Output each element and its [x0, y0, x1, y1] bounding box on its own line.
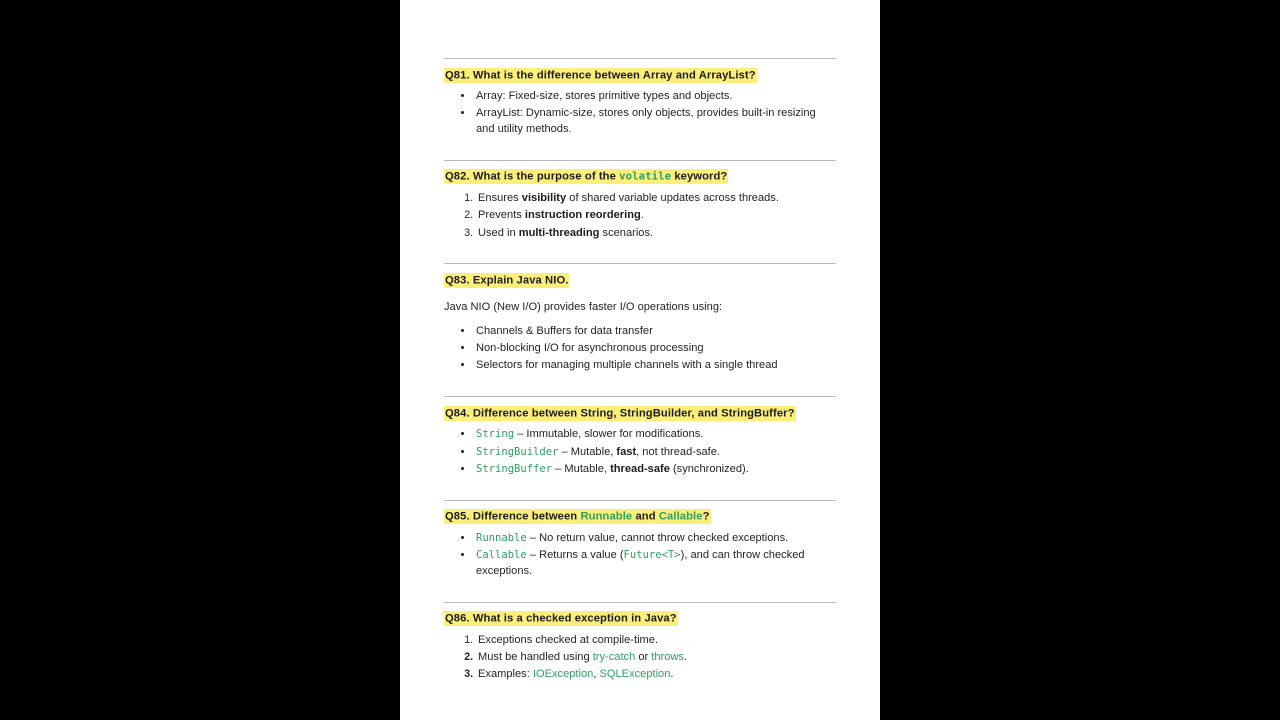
question-heading-q86 — [444, 611, 836, 627]
spacer — [444, 251, 836, 263]
section-divider — [444, 263, 836, 264]
item-text-post: (synchronized). — [669, 462, 749, 475]
question-heading-q82 — [444, 169, 836, 185]
heading-text-part1: Q85. Difference between — [445, 510, 581, 523]
code-stringbuffer: StringBuffer — [476, 462, 553, 475]
item-text-post: . — [670, 668, 674, 681]
item-text-post: of shared variable updates across threads. — [566, 192, 779, 205]
spacer — [444, 384, 836, 396]
item-text-mid: or — [635, 650, 652, 663]
item-text-pre: – Mutable, — [558, 445, 617, 458]
heading-highlight — [444, 509, 711, 524]
section-divider — [444, 396, 836, 397]
item-text-post: . — [640, 209, 644, 222]
code-runnable: Runnable — [476, 531, 527, 544]
list-item: • Non-blocking I/O for asynchronous processing — [474, 341, 836, 357]
list-item — [476, 650, 836, 666]
list-item — [476, 667, 836, 683]
item-bold: multi-threading — [518, 226, 600, 239]
code-ioexception: IOException — [532, 668, 594, 681]
code-string: String — [476, 428, 515, 441]
heading-code-callable: Callable — [658, 510, 703, 523]
list-item: • Selectors for managing multiple channels with a single thread — [474, 358, 836, 374]
answer-paragraph-q83: Java NIO (New I/O) provides faster I/O operations using: — [444, 300, 723, 313]
code-sqlexception: SQLException — [599, 668, 671, 681]
item-text-pre: Used in — [478, 226, 519, 239]
list-item: • ArrayList: Dynamic-size, stores only objects, provides built-in resizing and utility methods. — [474, 106, 836, 138]
list-item — [474, 462, 836, 478]
question-heading-q85 — [444, 509, 836, 525]
qa-section-q82 — [444, 160, 836, 241]
item-text: – No return value, cannot throw checked exceptions. — [526, 531, 789, 544]
item-text-pre: – Mutable, — [552, 462, 611, 475]
section-divider — [444, 58, 836, 59]
heading-code-runnable: Runnable — [580, 510, 633, 523]
question-heading-q83 — [444, 272, 836, 288]
spacer — [444, 148, 836, 160]
item-bold: thread-safe — [610, 462, 670, 475]
heading-highlight: Q81. What is the difference between Array and ArrayList? — [445, 69, 756, 81]
item-text-post: . — [683, 650, 688, 663]
item-bold: instruction reordering — [524, 209, 641, 222]
code-callable: Callable — [476, 549, 527, 561]
item-text-pre: – Returns a value ( — [526, 549, 624, 561]
heading-text-mid: and — [632, 510, 659, 523]
qa-section-q81 — [444, 58, 836, 138]
code-try-catch: try-catch — [592, 650, 636, 663]
code-future-t: Future<T> — [623, 549, 681, 561]
heading-highlight: Q86. What is a checked exception in Java? — [445, 612, 677, 625]
list-item: • Channels & Buffers for data transfer — [474, 324, 836, 340]
item-text-pre: Examples: — [478, 668, 533, 681]
heading-highlight: Q84. Difference between String, StringBuilder, and StringBuffer? — [445, 407, 795, 420]
heading-highlight: Q83. Explain Java NIO. — [445, 274, 569, 287]
heading-text-part1: Q82. What is the purpose of the — [445, 170, 620, 183]
list-item — [474, 427, 836, 443]
code-throws: throws — [651, 650, 684, 663]
list-item — [476, 226, 836, 242]
heading-highlight — [444, 169, 728, 184]
spacer — [444, 488, 836, 500]
question-heading-q81 — [444, 67, 836, 83]
list-item — [476, 191, 836, 207]
answer-list-q82 — [444, 191, 836, 241]
document-page — [400, 0, 880, 720]
list-item — [476, 208, 836, 224]
item-text-pre: Ensures — [478, 192, 522, 205]
item-text-pre: Prevents — [478, 209, 525, 222]
item-text-post: ), and can throw checked exceptions. — [476, 549, 805, 577]
answer-list-q81 — [444, 89, 836, 138]
answer-list-q85 — [444, 531, 836, 580]
question-heading-q84 — [444, 405, 836, 421]
item-text: Exceptions checked at compile-time. — [478, 633, 659, 646]
item-bold: visibility — [521, 192, 567, 205]
heading-text-part2: keyword? — [671, 170, 728, 183]
list-item — [474, 445, 836, 461]
answer-list-q83 — [444, 324, 836, 374]
answer-list-q86 — [444, 633, 836, 683]
section-divider — [444, 500, 836, 501]
code-stringbuilder: StringBuilder — [476, 445, 559, 458]
heading-code-volatile: volatile — [619, 169, 672, 183]
item-text-pre: Must be handled using — [478, 650, 593, 663]
list-item — [476, 633, 836, 649]
section-divider — [444, 160, 836, 161]
item-text-post: scenarios. — [599, 226, 654, 239]
qa-section-q85 — [444, 500, 836, 580]
qa-section-q86 — [444, 602, 836, 683]
spacer — [444, 590, 836, 602]
heading-text-part2: ? — [702, 510, 710, 523]
document-body — [444, 0, 836, 683]
item-bold: fast — [616, 445, 637, 458]
section-divider — [444, 602, 836, 603]
list-item — [474, 548, 836, 580]
answer-list-q84 — [444, 427, 836, 477]
item-text-pre: – Immutable, slower for modifications. — [514, 428, 704, 441]
list-item: • Array: Fixed-size, stores primitive types and objects. — [474, 89, 836, 105]
qa-section-q84 — [444, 396, 836, 477]
list-item — [474, 531, 836, 547]
qa-section-q83 — [444, 263, 836, 374]
item-text-post: , not thread-safe. — [636, 445, 721, 458]
item-text-mid: , — [593, 668, 600, 681]
